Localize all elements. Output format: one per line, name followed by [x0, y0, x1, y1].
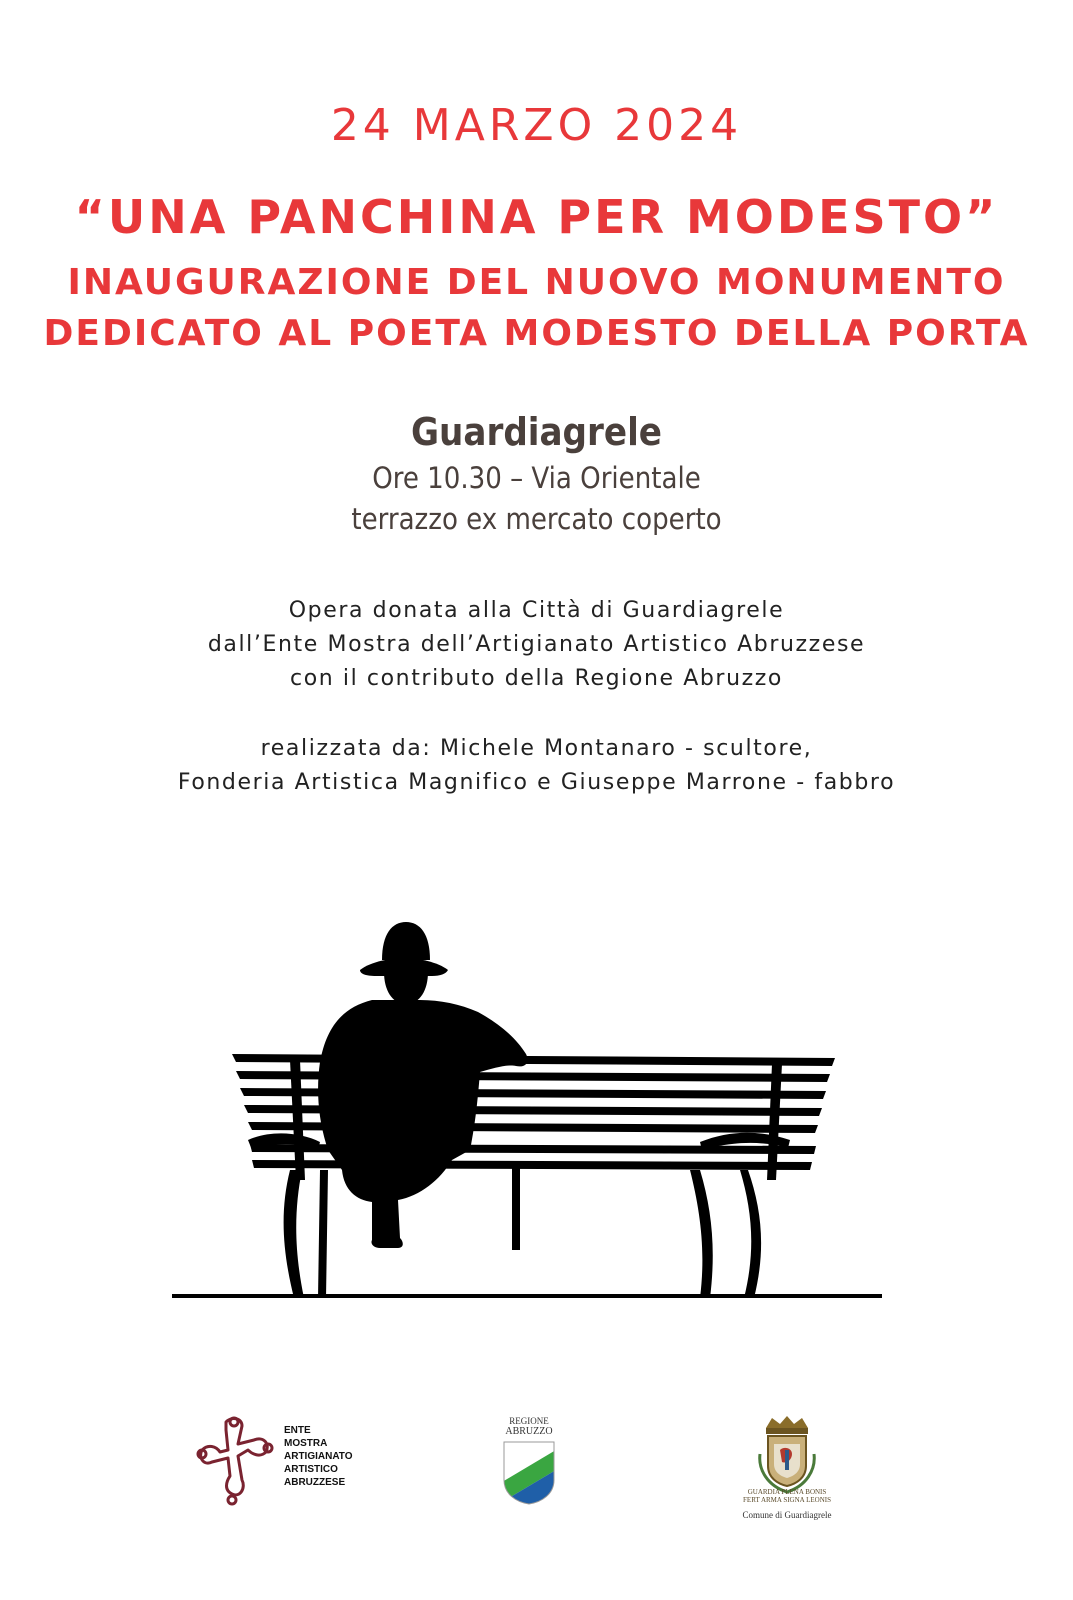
ente-logo-line: ARTISTICO: [284, 1464, 338, 1475]
credits-line2: dall’Ente Mostra dell’Artigianato Artistico Abruzzese: [207, 632, 866, 657]
ente-mostra-cross-logo-icon: [196, 1414, 276, 1509]
comune-caption: Comune di Guardiagrele: [742, 1510, 832, 1520]
regione-logo-text: [494, 1416, 564, 1437]
ente-logo-line: ENTE: [284, 1425, 311, 1436]
event-place: Guardiagrele: [410, 410, 662, 454]
event-date: 24 MARZO 2024: [330, 100, 743, 151]
regione-logo-line2: ABRUZZO: [505, 1426, 553, 1437]
regione-abruzzo-shield-icon: [502, 1440, 556, 1506]
ente-logo-line: ARTIGIANATO: [284, 1451, 353, 1462]
regione-logo-line1: REGIONE: [509, 1416, 549, 1426]
ente-logo-line: ABRUZZESE: [284, 1477, 346, 1488]
event-title: “UNA PANCHINA PER MODESTO”: [74, 190, 999, 244]
event-time: Ore 10.30 – Via Orientale: [372, 461, 701, 495]
ente-mostra-logo-text: [284, 1424, 353, 1489]
ente-logo-line: MOSTRA: [284, 1438, 328, 1449]
event-location: terrazzo ex mercato coperto: [351, 502, 722, 536]
event-subtitle-line1: INAUGURAZIONE DEL NUOVO MONUMENTO: [67, 262, 1006, 303]
credits-line5: Fonderia Artistica Magnifico e Giuseppe Marrone - fabbro: [177, 770, 896, 795]
credits-line3: con il contributo della Regione Abruzzo: [290, 666, 783, 691]
comune-motto: [732, 1488, 842, 1504]
credits-line4: realizzata da: Michele Montanaro - scultore,: [260, 736, 813, 761]
event-subtitle-line2: DEDICATO AL POETA MODESTO DELLA PORTA: [43, 313, 1030, 354]
comune-motto-line2: FERT ARMA SIGNA LEONIS: [743, 1496, 831, 1504]
credits-line1: Opera donata alla Città di Guardiagrele: [288, 598, 785, 623]
comune-motto-line1: GUARDIA PLENA BONIS: [747, 1488, 827, 1496]
